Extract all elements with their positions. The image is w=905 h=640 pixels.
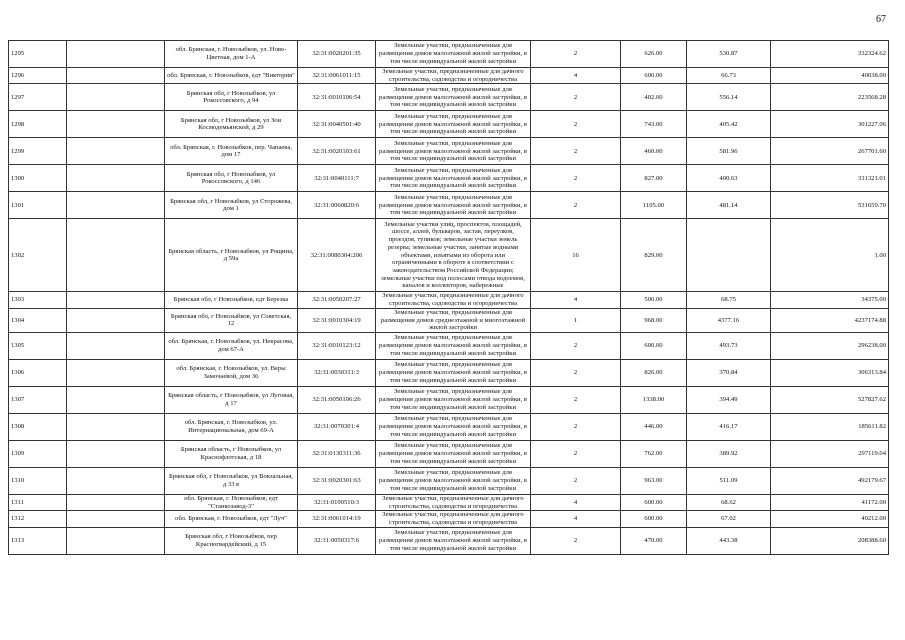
table-row [9, 467, 889, 494]
area-cell: 500.00 [621, 292, 687, 308]
parcel-number-cell: 1303 [9, 292, 67, 308]
area-cell: 600.00 [621, 494, 687, 510]
address-cell: Брянская область, г Новозыбков, ул Краснофлотская, д 18 [165, 440, 298, 467]
land-use-cell: Земельные участки, предназначенные для размещения домов малоэтажной жилой застройки, в том числе индивидуальной жилой застройки [376, 527, 531, 554]
parcel-number-cell: 1297 [9, 84, 67, 111]
address-cell: обл. Брянская, г. Новозыбков, ул. Некрасова, дом 67-А [165, 332, 298, 359]
parcel-number-cell: 1309 [9, 440, 67, 467]
cadastral-value-cell: 296238.00 [771, 332, 889, 359]
category-cell: 2 [531, 111, 621, 138]
cadastral-value-cell: 40212.00 [771, 511, 889, 527]
table-row [9, 527, 889, 554]
table-row [9, 440, 889, 467]
cadastral-value-cell: 4237174.88 [771, 308, 889, 332]
spacer-cell [67, 386, 165, 413]
category-cell: 4 [531, 494, 621, 510]
specific-value-cell: 68.62 [687, 494, 771, 510]
table-row [9, 359, 889, 386]
category-cell: 2 [531, 527, 621, 554]
category-cell: 2 [531, 440, 621, 467]
parcel-number-cell: 1313 [9, 527, 67, 554]
parcel-number-cell: 1311 [9, 494, 67, 510]
cadastral-number-cell: 32:31:0010304:19 [298, 308, 376, 332]
parcel-number-cell: 1307 [9, 386, 67, 413]
cadastral-value-cell: 208388.60 [771, 527, 889, 554]
category-cell: 2 [531, 165, 621, 192]
parcel-number-cell: 1299 [9, 138, 67, 165]
address-cell: Брянская обл, г Новозыбков, ул Сторожева, дом 1 [165, 192, 298, 219]
specific-value-cell: 493.73 [687, 332, 771, 359]
address-cell: Брянская обл, г Новозыбков, едт Березка [165, 292, 298, 308]
spacer-cell [67, 413, 165, 440]
area-cell: 1338.00 [621, 386, 687, 413]
area-cell: 470.00 [621, 527, 687, 554]
cadastral-number-cell: 32:31:0080304:206 [298, 219, 376, 292]
land-use-cell: Земельные участки, предназначенные для размещения домов малоэтажной жилой застройки, в том числе индивидуальной жилой застройки [376, 84, 531, 111]
parcel-number-cell: 1312 [9, 511, 67, 527]
table-row [9, 192, 889, 219]
land-use-cell: Земельные участки, предназначенные для размещения домов малоэтажной жилой застройки, в том числе индивидуальной жилой застройки [376, 165, 531, 192]
cadastral-value-cell: 527827.62 [771, 386, 889, 413]
cadastral-number-cell: 32:31:0130311:36 [298, 440, 376, 467]
category-cell: 2 [531, 192, 621, 219]
parcel-number-cell: 1302 [9, 219, 67, 292]
area-cell: 600.00 [621, 68, 687, 84]
cadastral-value-cell: 301227.06 [771, 111, 889, 138]
table-row [9, 292, 889, 308]
parcel-number-cell: 1308 [9, 413, 67, 440]
table-row [9, 84, 889, 111]
spacer-cell [67, 359, 165, 386]
area-cell: 446.00 [621, 413, 687, 440]
specific-value-cell: 394.49 [687, 386, 771, 413]
specific-value-cell: 68.75 [687, 292, 771, 308]
cadastral-number-cell: 32:31:0190510:3 [298, 494, 376, 510]
spacer-cell [67, 440, 165, 467]
cadastral-value-cell: 531659.70 [771, 192, 889, 219]
cadastral-value-cell: 34375.00 [771, 292, 889, 308]
category-cell: 2 [531, 138, 621, 165]
specific-value-cell: 556.14 [687, 84, 771, 111]
address-cell: обл. Брянская, г. Новозыбков, едт "Виктория" [165, 68, 298, 84]
parcel-number-cell: 1305 [9, 332, 67, 359]
land-use-cell: Земельные участки, предназначенные для размещения домов среднеэтажной и многоэтажной жилой застройки [376, 308, 531, 332]
area-cell: 743.00 [621, 111, 687, 138]
cadastral-number-cell: 32:31:0050207:27 [298, 292, 376, 308]
parcel-number-cell: 1298 [9, 111, 67, 138]
category-cell: 2 [531, 332, 621, 359]
parcel-number-cell: 1304 [9, 308, 67, 332]
cadastral-value-cell: 223568.28 [771, 84, 889, 111]
address-cell: Брянская обл, г Новозыбков, ул Рокоссовского, д 146 [165, 165, 298, 192]
specific-value-cell: 4377.16 [687, 308, 771, 332]
category-cell: 16 [531, 219, 621, 292]
specific-value-cell: 481.14 [687, 192, 771, 219]
spacer-cell [67, 111, 165, 138]
address-cell: Брянская обл, г Новозыбков, ул Рокоссовского, д 94 [165, 84, 298, 111]
specific-value-cell: 67.02 [687, 511, 771, 527]
specific-value-cell: 66.73 [687, 68, 771, 84]
land-use-cell: Земельные участки, предназначенные для дачного строительства, садоводства и огородничества [376, 511, 531, 527]
cadastral-number-cell: 32:31:0010123:12 [298, 332, 376, 359]
table-row [9, 219, 889, 292]
spacer-cell [67, 308, 165, 332]
address-cell: обл. Брянская, г. Новозыбков, едт "Луч" [165, 511, 298, 527]
category-cell: 2 [531, 84, 621, 111]
area-cell: 600.00 [621, 332, 687, 359]
spacer-cell [67, 467, 165, 494]
land-use-cell: Земельные участки, предназначенные для размещения домов малоэтажной жилой застройки, в том числе индивидуальной жилой застройки [376, 413, 531, 440]
table-row [9, 386, 889, 413]
parcel-number-cell: 1306 [9, 359, 67, 386]
table-row [9, 111, 889, 138]
category-cell: 2 [531, 413, 621, 440]
parcel-number-cell: 1300 [9, 165, 67, 192]
specific-value-cell [687, 219, 771, 292]
land-use-cell: Земельные участки, предназначенные для размещения домов малоэтажной жилой застройки, в том числе индивидуальной жилой застройки [376, 467, 531, 494]
cadastral-value-cell: 332324.62 [771, 41, 889, 68]
table-row [9, 511, 889, 527]
specific-value-cell: 581.96 [687, 138, 771, 165]
cadastral-value-cell: 41172.00 [771, 494, 889, 510]
table-row [9, 413, 889, 440]
land-use-cell: Земельные участки, предназначенные для размещения домов малоэтажной жилой застройки, в том числе индивидуальной жилой застройки [376, 192, 531, 219]
cadastral-number-cell: 32:31:0060820:6 [298, 192, 376, 219]
area-cell: 626.00 [621, 41, 687, 68]
area-cell: 460.00 [621, 138, 687, 165]
specific-value-cell: 416.17 [687, 413, 771, 440]
area-cell: 829.00 [621, 219, 687, 292]
specific-value-cell: 405.42 [687, 111, 771, 138]
area-cell: 762.00 [621, 440, 687, 467]
land-registry-table [8, 40, 889, 555]
land-use-cell: Земельные участки, предназначенные для размещения домов малоэтажной жилой застройки, в том числе индивидуальной жилой застройки [376, 359, 531, 386]
land-use-cell: Земельные участки, предназначенные для дачного строительства, садоводства и огородничества [376, 68, 531, 84]
specific-value-cell: 370.84 [687, 359, 771, 386]
spacer-cell [67, 494, 165, 510]
cadastral-value-cell: 40038.00 [771, 68, 889, 84]
category-cell: 2 [531, 386, 621, 413]
area-cell: 827.00 [621, 165, 687, 192]
cadastral-value-cell: 1.00 [771, 219, 889, 292]
area-cell: 963.00 [621, 467, 687, 494]
spacer-cell [67, 511, 165, 527]
address-cell: Брянская область, г Новозыбков, ул Рощина, д 59а [165, 219, 298, 292]
cadastral-number-cell: 32:31:0050317:6 [298, 527, 376, 554]
address-cell: Брянская область, г Новозыбков, ул Луговая, д 17 [165, 386, 298, 413]
spacer-cell [67, 292, 165, 308]
land-use-cell: Земельные участки, предназначенные для размещения домов малоэтажной жилой застройки, в том числе индивидуальной жилой застройки [376, 138, 531, 165]
cadastral-number-cell: 32:31:0040501:40 [298, 111, 376, 138]
address-cell: Брянская обл, г Новозыбков, ул Вокзальная, д 33 в [165, 467, 298, 494]
table-row [9, 308, 889, 332]
cadastral-number-cell: 32:31:0070301:4 [298, 413, 376, 440]
address-cell: Брянская обл, г Новозыбков, ул Зои Космодемьянской, д 29 [165, 111, 298, 138]
land-use-cell: Земельные участки, предназначенные для размещения домов малоэтажной жилой застройки, в том числе индивидуальной жилой застройки [376, 332, 531, 359]
table-row [9, 494, 889, 510]
spacer-cell [67, 68, 165, 84]
cadastral-number-cell: 32:31:0061011:15 [298, 68, 376, 84]
cadastral-value-cell: 267701.60 [771, 138, 889, 165]
table-row [9, 138, 889, 165]
category-cell: 4 [531, 511, 621, 527]
parcel-number-cell: 1310 [9, 467, 67, 494]
category-cell: 4 [531, 68, 621, 84]
address-cell: обл. Брянская, г. Новозыбков, пер. Чапаева, дом 17 [165, 138, 298, 165]
spacer-cell [67, 219, 165, 292]
spacer-cell [67, 527, 165, 554]
specific-value-cell: 530.87 [687, 41, 771, 68]
area-cell: 1105.00 [621, 192, 687, 219]
land-use-cell: Земельные участки, предназначенные для дачного строительства, садоводства и огородничества [376, 494, 531, 510]
cadastral-number-cell: 32:31:0020103:61 [298, 138, 376, 165]
address-cell: Брянская обл, г Новозыбков, ул Советская, 12 [165, 308, 298, 332]
spacer-cell [67, 192, 165, 219]
cadastral-number-cell: 32:31:0040111:7 [298, 165, 376, 192]
specific-value-cell: 511.09 [687, 467, 771, 494]
land-use-cell: Земельные участки, предназначенные для размещения домов малоэтажной жилой застройки, в том числе индивидуальной жилой застройки [376, 111, 531, 138]
cadastral-number-cell: 32:31:0061014:19 [298, 511, 376, 527]
spacer-cell [67, 332, 165, 359]
spacer-cell [67, 165, 165, 192]
spacer-cell [67, 41, 165, 68]
address-cell: обл. Брянская, г. Новозыбков, едт "Станкозавод-3" [165, 494, 298, 510]
parcel-number-cell: 1295 [9, 41, 67, 68]
table-row [9, 41, 889, 68]
cadastral-number-cell: 32:31:0020301:63 [298, 467, 376, 494]
area-cell: 968.00 [621, 308, 687, 332]
page-number: 67 [876, 14, 886, 25]
spacer-cell [67, 84, 165, 111]
address-cell: обл. Брянская, г. Новозыбков, ул. Интернациональная, дом 69-А [165, 413, 298, 440]
cadastral-value-cell: 306313.84 [771, 359, 889, 386]
land-use-cell: Земельные участки улиц, проспектов, площадей, шоссе, аллей, бульваров, застав, переулков, проездов, тупиков; земельные участки земель резерва; земельные участки, занятые водными объектами, изъятыми из оборота или ограниченными в обороте в соответствии с законодательством Российской Федерации; земельные участки под полосами отвода водоемов, каналов и коллекторов, набережные [376, 219, 531, 292]
land-use-cell: Земельные участки, предназначенные для размещения домов малоэтажной жилой застройки, в том числе индивидуальной жилой застройки [376, 386, 531, 413]
cadastral-number-cell: 32:31:0030311:3 [298, 359, 376, 386]
specific-value-cell: 389.92 [687, 440, 771, 467]
registry-body [9, 41, 889, 555]
area-cell: 402.00 [621, 84, 687, 111]
land-use-cell: Земельные участки, предназначенные для размещения домов малоэтажной жилой застройки, в том числе индивидуальной жилой застройки [376, 440, 531, 467]
land-use-cell: Земельные участки, предназначенные для дачного строительства, садоводства и огородничества [376, 292, 531, 308]
parcel-number-cell: 1296 [9, 68, 67, 84]
category-cell: 1 [531, 308, 621, 332]
parcel-number-cell: 1301 [9, 192, 67, 219]
category-cell: 2 [531, 41, 621, 68]
address-cell: обл. Брянская, г. Новозыбков, ул. Ново-Цветная, дом 1-А [165, 41, 298, 68]
cadastral-number-cell: 32:31:0010106:54 [298, 84, 376, 111]
cadastral-value-cell: 185611.82 [771, 413, 889, 440]
area-cell: 826.00 [621, 359, 687, 386]
specific-value-cell: 400.63 [687, 165, 771, 192]
area-cell: 600.00 [621, 511, 687, 527]
table-row [9, 332, 889, 359]
spacer-cell [67, 138, 165, 165]
category-cell: 2 [531, 359, 621, 386]
land-use-cell: Земельные участки, предназначенные для размещения домов малоэтажной жилой застройки, в том числе индивидуальной жилой застройки [376, 41, 531, 68]
address-cell: Брянская обл, г Новозыбков, пер Красногвардейский, д 15 [165, 527, 298, 554]
cadastral-number-cell: 32:31:0050106:26 [298, 386, 376, 413]
cadastral-number-cell: 32:31:0020201:35 [298, 41, 376, 68]
specific-value-cell: 443.38 [687, 527, 771, 554]
address-cell: обл. Брянская, г. Новозыбков, ул. Веры Замочаевой, дом 36 [165, 359, 298, 386]
category-cell: 4 [531, 292, 621, 308]
cadastral-value-cell: 331321.01 [771, 165, 889, 192]
cadastral-value-cell: 297119.04 [771, 440, 889, 467]
table-row [9, 165, 889, 192]
category-cell: 2 [531, 467, 621, 494]
table-row [9, 68, 889, 84]
cadastral-value-cell: 492179.67 [771, 467, 889, 494]
